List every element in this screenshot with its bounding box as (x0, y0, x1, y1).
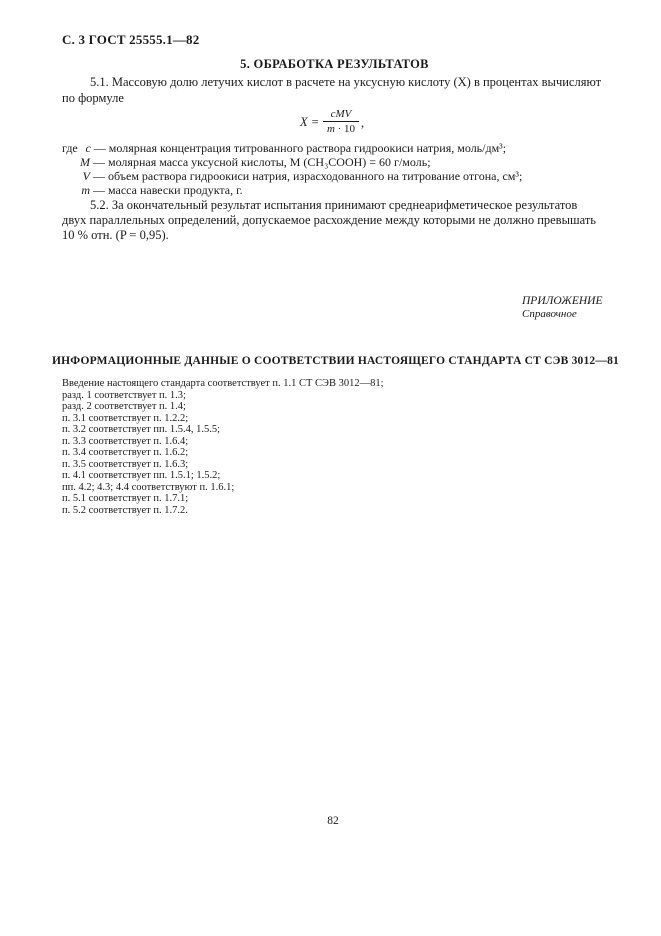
list-item: п. 3.3 соответствует п. 1.6.4; (62, 435, 189, 447)
list-item: разд. 1 соответствует п. 1.3; (62, 389, 186, 401)
list-item: п. 3.4 соответствует п. 1.6.2; (62, 447, 189, 458)
paragraph-5-1-line-2: по формуле (62, 91, 124, 105)
formula-denominator-rest: · 10 (334, 123, 356, 135)
formula-denominator (323, 122, 359, 135)
paragraph-5-2-line-3: 10 % отн. (P = 0,95). (62, 228, 169, 242)
page-header: С. 3 ГОСТ 25555.1—82 (62, 32, 200, 47)
appendix-label: ПРИЛОЖЕНИЕ (522, 295, 603, 307)
definition-prefix: где (62, 141, 78, 155)
definition-text: — молярная концентрация титрованного раствора гидроокиси натрия, моль/дм³; (93, 141, 507, 155)
definition-symbol: m (81, 183, 90, 197)
definition-text: — молярная масса уксусной кислоты, M (CH₃COOH) = 60 г/моль; (93, 155, 431, 169)
definition-M (62, 155, 431, 170)
page-number: 82 (327, 815, 339, 827)
paragraph-5-1-line-1: 5.1. Массовую долю летучих кислот в расчете на уксусную кислоту (X) в процентах вычисляют (90, 75, 602, 89)
list-item: п. 5.2 соответствует п. 1.7.2. (62, 504, 188, 516)
definition-symbol: V (82, 169, 90, 183)
definition-symbol: M (80, 155, 90, 169)
list-item: п. 5.1 соответствует п. 1.7.1; (62, 493, 189, 504)
formula-numerator: cMV (323, 108, 359, 122)
info-title: ИНФОРМАЦИОННЫЕ ДАННЫЕ О СООТВЕТСТВИИ НАСТОЯЩЕГО СТАНДАРТА СТ СЭВ 3012—81 (52, 355, 619, 367)
formula-denominator-var: m (326, 123, 335, 135)
definition-text: — масса навески продукта, г. (93, 183, 243, 197)
formula-lhs: X = (300, 115, 320, 129)
list-item: п. 4.1 соответствует пп. 1.5.1; 1.5.2; (62, 470, 221, 481)
definition-symbol: c (85, 141, 91, 155)
formula-fraction (323, 108, 359, 135)
paragraph-5-2-line-2: двух параллельных определений, допускаемое расхождение между которыми не должно превышать (62, 213, 596, 227)
list-item: п. 3.1 соответствует п. 1.2.2; (62, 412, 189, 424)
list-item: п. 3.2 соответствует пп. 1.5.4, 1.5.5; (62, 424, 220, 435)
section-title: 5. ОБРАБОТКА РЕЗУЛЬТАТОВ (240, 57, 429, 71)
correspondence-list (62, 378, 384, 516)
list-item: пп. 4.2; 4.3; 4.4 соответствуют п. 1.6.1; (62, 481, 235, 493)
list-item: п. 3.5 соответствует п. 1.6.3; (62, 458, 189, 470)
definition-V (62, 169, 522, 184)
definition-m (62, 183, 243, 198)
appendix-sublabel: Справочное (522, 308, 577, 320)
list-item: Введение настоящего стандарта соответствует п. 1.1 СТ СЭВ 3012—81; (62, 378, 384, 389)
paragraph-5-2-line-1: 5.2. За окончательный результат испытания принимают среднеарифметическое результатов (90, 198, 578, 212)
definition-text: — объем раствора гидроокиси натрия, израсходованного на титрование отгона, см³; (93, 169, 523, 183)
definition-c (62, 141, 506, 156)
list-item: разд. 2 соответствует п. 1.4; (62, 401, 186, 412)
formula-tail: , (361, 116, 365, 130)
